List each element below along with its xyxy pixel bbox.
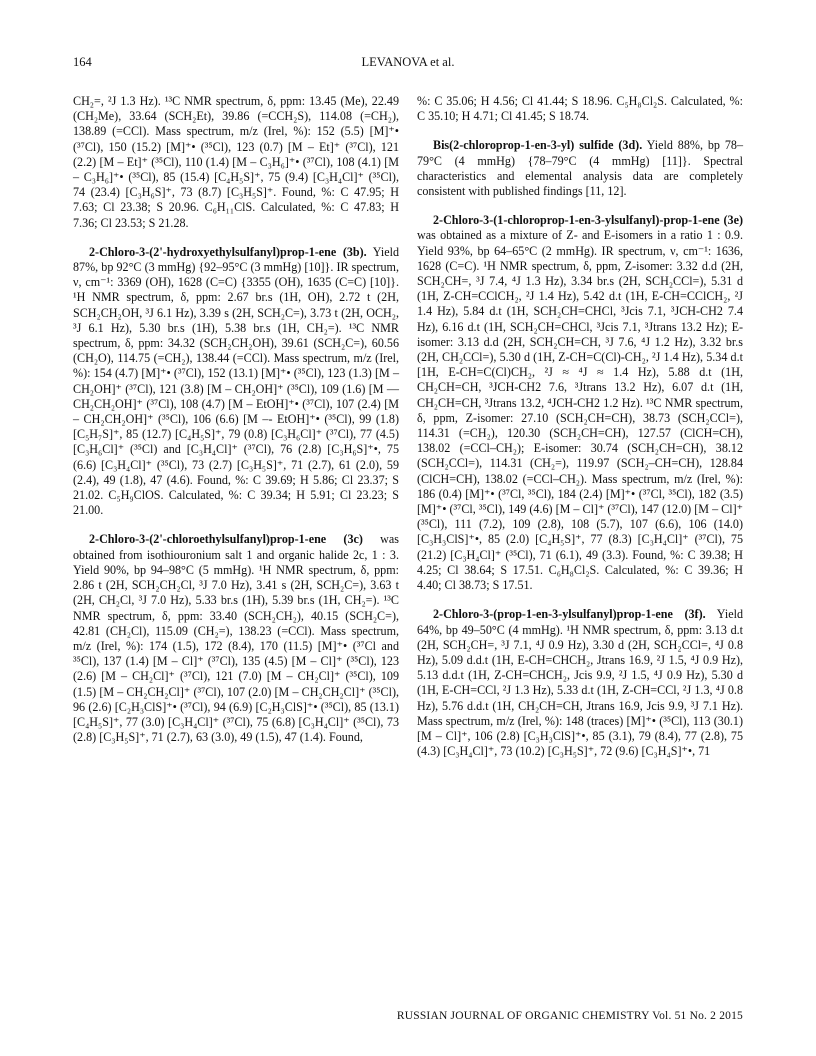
compound-title: 2-Chloro-3-(1-chloroprop-1-en-3-ylsulfanyl)-prop-1-ene (3e) [433,213,743,228]
paragraph-text: Yield 88%, bp 78–79°C (4 mmHg) {78–79°C (4 mmHg) [11]}. Spectral characteristics and elemental analysis data are completely consistent with published findings [11, 12]. [417,138,743,199]
page-number: 164 [73,55,92,69]
paragraph-compound-3d [417,138,743,199]
paragraph-compound-3c [73,532,399,745]
paragraph-compound-3f [417,607,743,759]
paragraph-text: was obtained as a mixture of Z- and E-isomers in a ratio 1 : 0.9. Yield 93%, bp 64–65°C (2 mmHg). IR spectrum, ν, cm⁻¹: 1636, 1628 (C=C). ¹H NMR spectrum, δ, ppm, Z-isomer: 3.32 d.d (2H, SCH₂CH=, ³J 7.4, ⁴J 1.3 Hz), 3.34 br.s (2H, SCH₂CCl=), 5.31 d (1H, Z-CH=CClCH₂, ²J 1.4 Hz), 5.42 d.t (1H, E-CH=CClCH₂, ²J 1.4 Hz), 5.84 d.t (1H, SCH₂CH=CHCl, ³Jcis 7.1, ³JCH-CH2 7.4 Hz), 6.16 d.t (1H, SCH₂CH=CHCl, ³Jcis 7.1, ³Jtrans 13.2 Hz); E-isomer: 3.13 d.d (2H, SCH₂CH=CH, ³J 7.6, ⁴J 1.2 Hz), 3.32 br.s (2H, CH₂CCl=), 5.30 d (1H, Z-CH=C(Cl)-CH₂, ²J 1.4 Hz), 5.34 d.t [1H, E-CH=C(Cl)CH₂, ²J ≈ ⁴J ≈ 1.4 Hz), 5.88 d.t (1H, CH₂CH=CH, ³JCH-CH2 7.6, ³Jtrans 13.2 Hz), 6.07 d.t (1H, CH₂CH=CH, ³Jtrans 13.2, ⁴JCH-CH2 1.2 Hz). ¹³C NMR spectrum, δ, ppm, Z-isomer: 27.10 (SCH₂CH=CH), 38.73 (SCH₂CCl=), 114.31 (=CH₂), 120.30 (SCH₂CH=CH), 127.57 (ClCH=CH), 138.02 (=CCl–CH₂); E-isomer: 30.74 (SCH₂CH=CH), 38.12 (SCH₂CCl=), 114.31 (CH₂=), 119.97 (SCH₂–CH=CH), 128.84 (ClCH=CH), 138.02 (=CCl–CH₂). Mass spectrum, m/z (Irel, %): 186 (0.4) [M]⁺• (³⁷Cl, ³⁵Cl), 184 (2.4) [M]⁺• (³⁷Cl, ³⁵Cl), 182 (3.5) [M]⁺• (³⁷Cl, ³⁵Cl), 149 (4.6) [M – Cl]⁺ (³⁷Cl), 147 (12.0) [M – Cl]⁺ (³⁵Cl), 111 (7.2), 109 (2.8), 108 (5.7), 107 (6.6), 106 (14.0) [C₃H₃ClS]⁺•, 85 (2.0) [C₄H₅S]⁺, 77 (8.3) [C₃H₄Cl]⁺ (³⁷Cl), 75 (21.2) [C₃H₄Cl]⁺ (³⁵Cl), 71 (6.1), 49 (3.3). Found, %: C 39.38; H 4.25; Cl 38.64; S 17.51. C₆H₈Cl₂S. Calculated, %: C 39.36; H 4.40; Cl 38.73; S 17.51. [417,228,743,593]
paragraph-text: was obtained from isothiouronium salt 1 and organic halide 2c, 1 : 3. Yield 90%, bp 94–98°C (5 mmHg). ¹H NMR spectrum, δ, ppm: 2.86 t (2H, SCH₂CH₂Cl, ³J 7.0 Hz), 3.41 s (2H, SCH₂C=), 3.63 t (2H, CH₂Cl, ³J 7.0 Hz), 5.33 br.s (1H), 5.39 br.s (1H, CH₂=). ¹³C NMR spectrum, δ, ppm: 33.40 (SCH₂CH₂), 40.15 (SCH₂C=), 42.81 (CH₂Cl), 115.09 (CH₂=), 138.23 (=CCl). Mass spectrum, m/z (Irel, %): 174 (1.5), 172 (8.4), 170 (11.5) [M]⁺• (³⁷Cl and ³⁵Cl), 137 (1.4) [M – Cl]⁺ (³⁷Cl), 135 (4.5) [M – Cl]⁺ (³⁵Cl), 123 (2.6) [M – CH₂Cl]⁺ (³⁷Cl), 121 (7.0) [M – CH₂Cl]⁺ (³⁵Cl), 109 (1.5) [M – CH₂CH₂Cl]⁺ (³⁷Cl), 107 (2.0) [M – CH₂CH₂Cl]⁺ (³⁵Cl), 96 (2.6) [C₂H₃ClS]⁺• (³⁷Cl), 94 (6.9) [C₂H₃ClS]⁺• (³⁵Cl), 85 (13.1) [C₄H₅S]⁺, 77 (3.0) [C₃H₄Cl]⁺ (³⁷Cl), 75 (6.8) [C₃H₄Cl]⁺ (³⁵Cl), 73 (2.8) [C₃H₅S]⁺, 71 (2.7), 63 (3.0), 49 (1.5), 47 (1.4). Found, [73,532,399,745]
paragraph-compound-3b [73,245,399,519]
paragraph-continuation: CH₂=, ²J 1.3 Hz). ¹³C NMR spectrum, δ, ppm: 13.45 (Me), 22.49 (CH₂Me), 33.64 (SCH₂Et), 39.86 (=CCH₂S), 114.08 (=CH₂), 138.89 (=CCl). Mass spectrum, m/z (Irel, %): 152 (5.5) [M]⁺• (³⁷Cl), 150 (15.2) [M]⁺• (³⁵Cl), 123 (0.7) [M – Et]⁺ (³⁷Cl), 121 (2.2) [M – Et]⁺ (³⁵Cl), 110 (1.4) [M – C₃H₆]⁺• (³⁷Cl), 108 (4.1) [M – C₃H₆]⁺• (³⁵Cl), 85 (15.4) [C₄H₅S]⁺, 75 (9.4) [C₃H₄Cl]⁺ (³⁵Cl), 74 (23.4) [C₃H₆S]⁺, 73 (8.7) [C₃H₅S]⁺. Found, %: C 47.95; H 7.63; Cl 23.38; S 20.96. C₆H₁₁ClS. Calculated, %: C 47.83; H 7.36; Cl 23.53; S 21.28. [73,94,399,230]
right-column [417,94,743,759]
paragraph-text: Yield 64%, bp 49–50°C (4 mmHg). ¹H NMR spectrum, δ, ppm: 3.13 d.t (2H, SCH₂CH=, ³J 7.1, ⁴J 0.9 Hz), 3.30 d (2H, SCH₂CCl=, ⁴J 0.8 Hz), 5.09 d.d.t (1H, E-CH=CHCH₂, Jtrans 16.9, ²J 1.5, ⁴J 0.9 Hz), 5.13 d.d.t (1H, Z-CH=CHCH₂, Jcis 9.9, ²J 1.5, ⁴J 0.9 Hz), 5.30 d (1H, E-CH=CCl, ²J 1.3 Hz), 5.33 d.t (1H, Z-CH=CCl, ²J 1.3, ⁴J 0.8 Hz), 5.76 d.d.t (1H, CH₂CH=CH, Jtrans 16.9, Jcis 9.9, ³J 7.1 Hz). Mass spectrum, m/z (Irel, %): 148 (traces) [M]⁺• (³⁵Cl), 113 (30.1) [M – Cl]⁺, 106 (2.8) [C₃H₃ClS]⁺•, 85 (3.1), 79 (8.4), 77 (2.8), 75 (4.3) [C₃H₄Cl]⁺, 73 (10.2) [C₃H₅S]⁺, 72 (9.6) [C₃H₄S]⁺•, 71 [417,607,743,759]
journal-footer: RUSSIAN JOURNAL OF ORGANIC CHEMISTRY Vol. 51 No. 2 2015 [396,1010,743,1022]
paragraph-continuation: %: C 35.06; H 4.56; Cl 41.44; S 18.96. C₅H₈Cl₂S. Calculated, %: C 35.10; H 4.71; Cl 41.45; S 18.74. [417,94,743,124]
compound-title: 2-Chloro-3-(2'-chloroethylsulfanyl)prop-1-ene (3c) [89,532,363,547]
running-header [73,55,743,73]
compound-title: 2-Chloro-3-(prop-1-en-3-ylsulfanyl)prop-1-ene (3f). [433,607,706,622]
compound-title: Bis(2-chloroprop-1-en-3-yl) sulfide (3d). [433,138,643,153]
paragraph-text: Yield 87%, bp 92°C (3 mmHg) {92–95°C (3 mmHg) [10]}. IR spectrum, ν, cm⁻¹: 3369 (OH), 1628 (C=C) {3355 (OH), 1635 (C=C) [10]}. ¹H NMR spectrum, δ, ppm: 2.67 br.s (1H, OH), 2.72 t (2H, SCH₂CH₂OH, ³J 6.1 Hz), 3.39 s (2H, SCH₂C=), 3.73 t (2H, OCH₂, ³J 6.1 Hz), 5.30 br.s (1H), 5.38 br.s (1H, CH₂=). ¹³C NMR spectrum, δ, ppm: 34.32 (SCH₂CH₂OH), 39.61 (SCH₂C=), 60.56 (CH₂O), 114.75 (=CH₂), 138.44 (=CCl). Mass spectrum, m/z (Irel, %): 154 (4.7) [M]⁺• (³⁷Cl), 152 (13.1) [M]⁺• (³⁵Cl), 123 (1.3) [M – CH₂OH]⁺ (³⁷Cl), 121 (3.8) [M – CH₂OH]⁺ (³⁵Cl), 109 (1.6) [M — CH₂CH₂OH]⁺ (³⁷Cl), 108 (4.7) [M – EtOH]⁺• (³⁷Cl), 107 (2.4) [M – CH₂CH₂OH]⁺ (³⁵Cl), 106 (6.6) [M –- EtOH]⁺• (³⁵Cl), 99 (1.8) [C₅H₇S]⁺, 85 (12.7) [C₄H₅S]⁺, 79 (0.8) [C₃H₆Cl]⁺ (³⁷Cl), 77 (4.5) [C₃H₆Cl]⁺ (³⁵Cl) and [C₃H₄Cl]⁺ (³⁷Cl), 76 (2.8) [C₃H₆S]⁺•, 75 (6.6) [C₃H₄Cl]⁺ (³⁵Cl), 73 (2.7) [C₃H₅S]⁺, 71 (2.7), 61 (2.0), 59 (2.4), 49 (1.8), 47 (4.6). Found, %: C 39.69; H 5.86; Cl 23.37; S 21.02. C₅H₉ClOS. Calculated, %: C 39.34; H 5.91; Cl 23.23; S 21.00. [73,244,399,518]
paragraph-compound-3e [417,213,743,593]
compound-title: 2-Chloro-3-(2'-hydroxyethylsulfanyl)prop-1-ene (3b). [89,244,367,259]
left-column [73,94,399,745]
running-head-authors: LEVANOVA et al. [361,55,455,69]
